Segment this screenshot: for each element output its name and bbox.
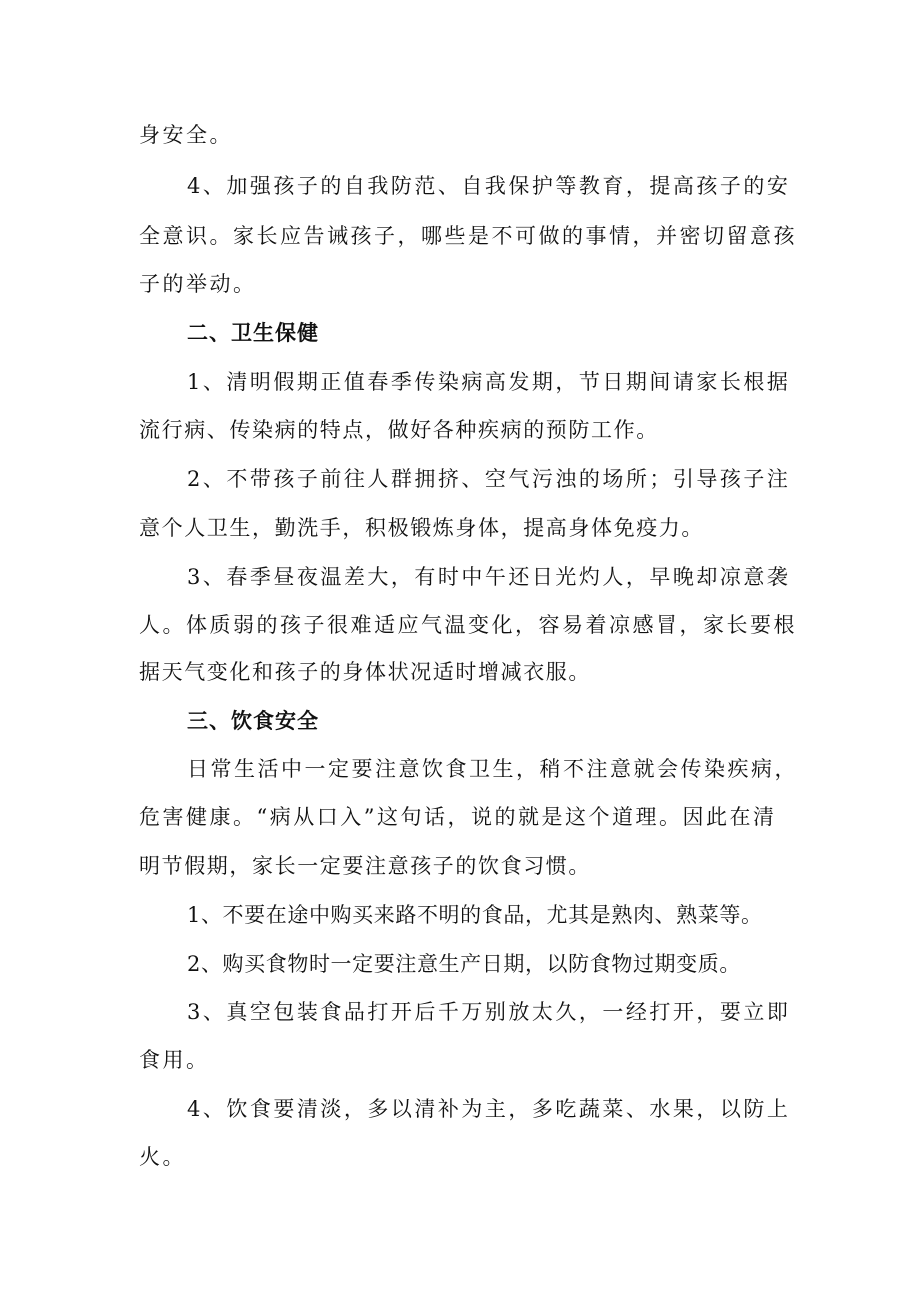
paragraph-line: 流行病、传染病的特点，做好各种疾病的预防工作。 — [139, 418, 659, 442]
paragraph-line: 据天气变化和孩子的身体状况适时增减衣服。 — [139, 660, 591, 684]
paragraph-line: 4、饮食要清淡，多以清补为主，多吃蔬菜、水果，以防上 — [187, 1097, 791, 1121]
section-heading: 三、饮食安全 — [187, 709, 319, 733]
paragraph-line: 4、加强孩子的自我防范、自我保护等教育，提高孩子的安 — [187, 174, 791, 198]
paragraph-line: 2、不带孩子前往人群拥挤、空气污浊的场所；引导孩子注 — [187, 467, 791, 491]
paragraph-line: 3、春季昼夜温差大，有时中午还日光灼人，早晚却凉意袭 — [187, 565, 791, 589]
paragraph-line: 人。体质弱的孩子很难适应气温变化，容易着凉感冒，家长要根 — [139, 613, 797, 637]
paragraph-line: 3、真空包装食品打开后千万别放太久，一经打开，要立即 — [187, 1000, 791, 1024]
paragraph-line: 日常生活中一定要注意饮食卫生，稍不注意就会传染疾病， — [187, 757, 798, 781]
paragraph-line: 全意识。家长应告诫孩子，哪些是不可做的事情，并密切留意孩 — [139, 224, 797, 248]
paragraph-line: 意个人卫生，勤洗手，积极锻炼身体，提高身体免疫力。 — [139, 516, 704, 540]
paragraph-line: 1、清明假期正值春季传染病高发期，节日期间请家长根据 — [187, 370, 791, 394]
paragraph-line: 1、不要在途中购买来路不明的食品，尤其是熟肉、熟菜等。 — [187, 903, 763, 927]
paragraph-line: 明节假期，家长一定要注意孩子的饮食习惯。 — [139, 854, 591, 878]
paragraph-line: 食用。 — [139, 1048, 210, 1072]
section-heading: 二、卫生保健 — [187, 321, 319, 345]
paragraph-line: 2、购买食物时一定要注意生产日期，以防食物过期变质。 — [187, 952, 741, 976]
paragraph-line: 火。 — [139, 1145, 186, 1169]
paragraph-line: 危害健康。“病从口入”这句话，说的就是这个道理。因此在清 — [139, 805, 777, 829]
paragraph-line: 身安全。 — [139, 123, 233, 147]
paragraph-line: 子的举动。 — [139, 272, 257, 296]
